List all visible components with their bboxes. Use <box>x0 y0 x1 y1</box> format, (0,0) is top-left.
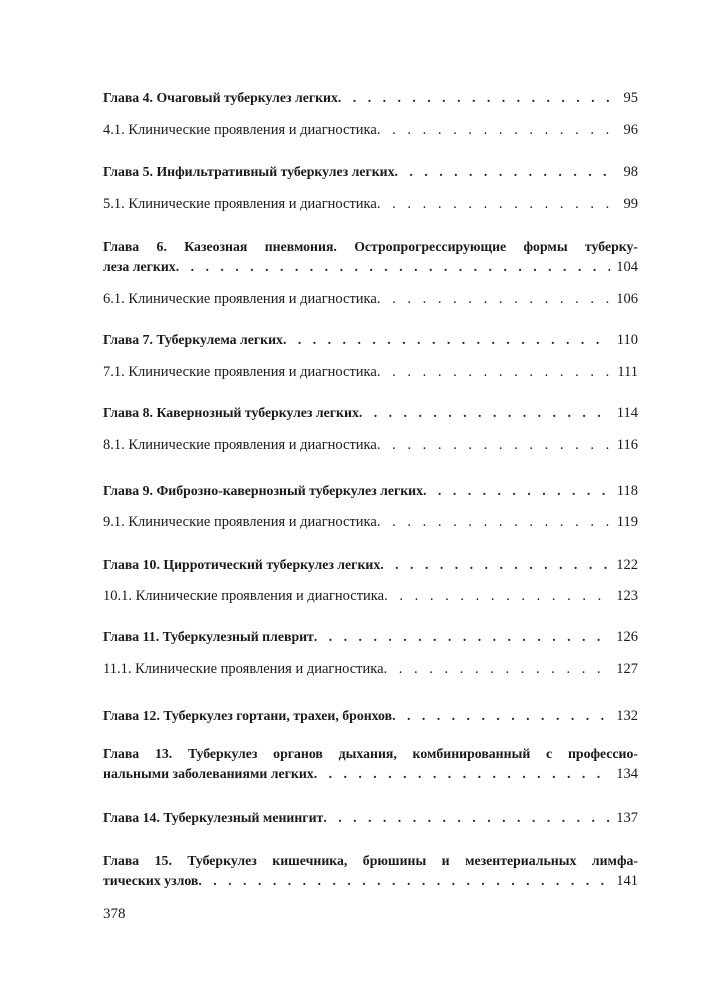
toc-page-number: 106 <box>616 291 638 307</box>
toc-page-number: 119 <box>616 514 638 530</box>
toc-page-number: 118 <box>616 483 638 499</box>
toc-entry-title: леза легких <box>103 259 176 274</box>
toc-section-6-1 <box>103 289 638 309</box>
toc-page-number: 99 <box>623 196 638 212</box>
toc-page-number: 134 <box>616 766 638 782</box>
toc-chapter-4 <box>103 88 638 108</box>
toc-page-number: 96 <box>623 122 638 138</box>
toc-chapter-5 <box>103 162 638 182</box>
toc-chapter-14 <box>103 808 638 828</box>
toc-page-number: 111 <box>617 364 638 380</box>
toc-page-number: 95 <box>623 90 638 106</box>
toc-entry-title-line1: Глава 6. Казеозная пневмония. Остропрогрессирующие формы туберку- <box>103 239 638 254</box>
toc-entry-title: Глава 14. Туберкулезный менингит <box>103 810 324 825</box>
toc-entry-title: тических узлов <box>103 873 199 888</box>
leader-dots <box>384 659 611 679</box>
toc-chapter-15 <box>103 851 638 891</box>
toc-entry-title: Глава 8. Кавернозный туберкулез легких <box>103 405 359 420</box>
toc-chapter-7 <box>103 330 638 350</box>
leader-dots <box>377 362 611 382</box>
leader-dots <box>392 706 610 726</box>
toc-chapter-6 <box>103 237 638 277</box>
toc-entry-title: 7.1. Клинические проявления и диагностика <box>103 364 377 380</box>
leader-dots <box>283 330 611 350</box>
toc-page-number: 110 <box>616 332 638 348</box>
leader-dots <box>380 555 610 575</box>
toc-entry-title: 8.1. Клинические проявления и диагностика <box>103 437 377 453</box>
leader-dots <box>395 162 618 182</box>
toc-chapter-12 <box>103 706 638 726</box>
toc-page-number: 137 <box>616 810 638 826</box>
leader-dots <box>176 257 611 277</box>
toc-page-number: 127 <box>616 661 638 677</box>
leader-dots <box>359 403 611 423</box>
toc-entry-title: Глава 4. Очаговый туберкулез легких <box>103 90 338 105</box>
toc-chapter-13 <box>103 744 638 784</box>
toc-entry-title: 4.1. Клинические проявления и диагностика <box>103 122 377 138</box>
toc-entry-title-line1: Глава 15. Туберкулез кишечника, брюшины и мезентериальных лимфа- <box>103 853 638 868</box>
toc-page-number: 122 <box>616 557 638 573</box>
toc-entry-title: Глава 5. Инфильтративный туберкулез легких <box>103 164 395 179</box>
leader-dots <box>377 435 611 455</box>
toc-page-number: 104 <box>616 259 638 275</box>
toc-section-4-1 <box>103 120 638 140</box>
leader-dots <box>377 512 611 532</box>
toc-entry-title: 10.1. Клинические проявления и диагностика <box>103 588 385 604</box>
leader-dots <box>384 586 610 606</box>
toc-entry-title: Глава 10. Цирротический туберкулез легких <box>103 557 381 572</box>
toc-page-number: 132 <box>616 708 638 724</box>
toc-chapter-11 <box>103 627 638 647</box>
leader-dots <box>198 871 610 891</box>
toc-chapter-8 <box>103 403 638 423</box>
toc-section-5-1 <box>103 194 638 214</box>
leader-dots <box>323 808 610 828</box>
toc-entry-title: Глава 12. Туберкулез гортани, трахеи, бронхов <box>103 708 393 723</box>
toc-section-11-1 <box>103 659 638 679</box>
leader-dots <box>377 120 618 140</box>
toc-entry-title: нальными заболеваниями легких <box>103 766 314 781</box>
leader-dots <box>377 194 618 214</box>
leader-dots <box>338 88 618 108</box>
toc-section-10-1 <box>103 586 638 606</box>
toc-entry-title: Глава 7. Туберкулема легких <box>103 332 283 347</box>
leader-dots <box>314 627 610 647</box>
page-number: 378 <box>103 906 126 922</box>
toc-page-number: 126 <box>616 629 638 645</box>
toc-entry-title: 5.1. Клинические проявления и диагностика <box>103 196 377 212</box>
leader-dots <box>423 481 611 501</box>
toc-entry-title: 11.1. Клинические проявления и диагностика <box>103 661 384 677</box>
leader-dots <box>377 289 610 309</box>
toc-entry-title: Глава 9. Фиброзно-кавернозный туберкулез легких <box>103 483 424 498</box>
toc-section-7-1 <box>103 362 638 382</box>
toc-section-9-1 <box>103 512 638 532</box>
toc-page-number: 114 <box>616 405 638 421</box>
toc-chapter-10 <box>103 555 638 575</box>
toc-page-number: 123 <box>616 588 638 604</box>
toc-entry-title-line1: Глава 13. Туберкулез органов дыхания, комбинированный с профессио- <box>103 746 638 761</box>
toc-page-number: 141 <box>616 873 638 889</box>
toc-entry-title: 6.1. Клинические проявления и диагностика <box>103 291 377 307</box>
leader-dots <box>314 764 611 784</box>
toc-page-number: 98 <box>623 164 638 180</box>
toc-chapter-9 <box>103 481 638 501</box>
toc-page-number: 116 <box>616 437 638 453</box>
toc-section-8-1 <box>103 435 638 455</box>
toc-entry-title: 9.1. Клинические проявления и диагностика <box>103 514 377 530</box>
toc-entry-title: Глава 11. Туберкулезный плеврит <box>103 629 314 644</box>
